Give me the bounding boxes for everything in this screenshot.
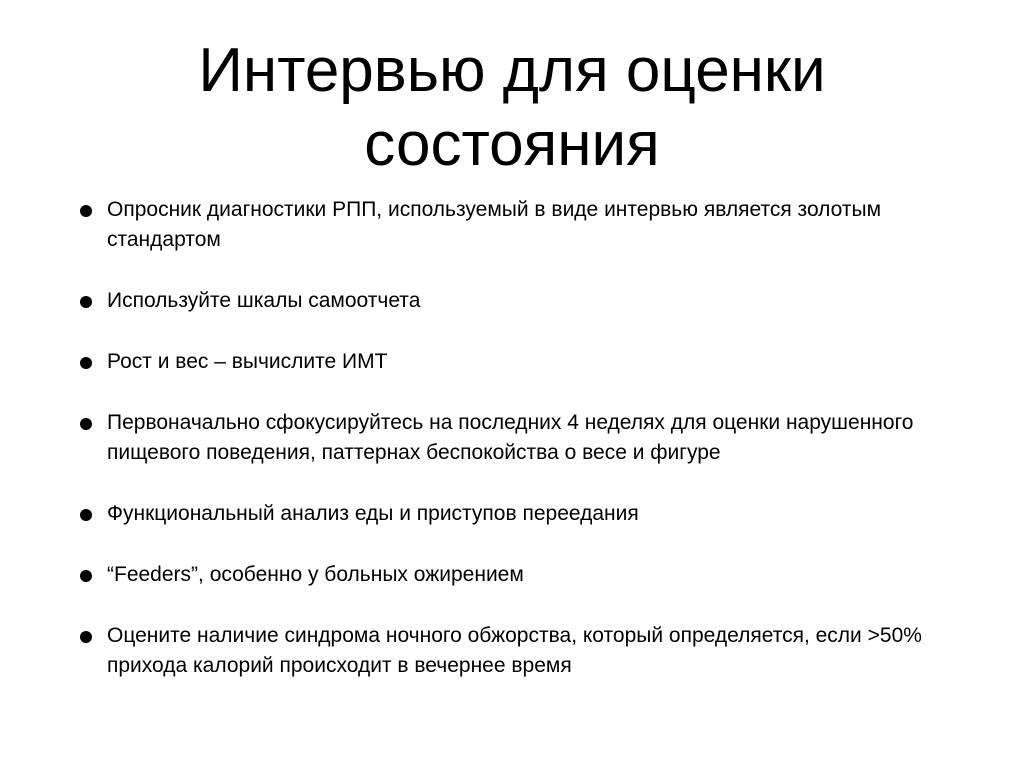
slide-title-line-1: Интервью для оценки xyxy=(198,36,826,105)
bullet-text: Первоначально сфокусируйтесь на последних 4 неделях для оценки нарушенного пищевого поведения, паттернах беспокойства о весе и фигуре xyxy=(107,411,914,464)
bullet-text: “Feeders”, особенно у больных ожирением xyxy=(107,563,524,586)
bullet-dot-icon xyxy=(80,296,92,308)
bullet-item xyxy=(80,560,960,590)
bullet-dot-icon xyxy=(80,570,92,582)
bullet-dot-icon xyxy=(80,631,92,643)
bullet-text: Функциональный анализ еды и приступов переедания xyxy=(107,502,639,525)
bullet-item xyxy=(80,408,960,468)
bullet-item xyxy=(80,621,960,681)
bullet-dot-icon xyxy=(80,509,92,521)
bullet-text: Опросник диагностики РПП, используемый в виде интервью является золотым стандартом xyxy=(107,198,882,251)
bullet-list xyxy=(80,195,960,712)
slide-title xyxy=(60,34,964,182)
bullet-dot-icon xyxy=(80,418,92,430)
bullet-item xyxy=(80,347,960,377)
slide-title-line-2: состояния xyxy=(364,110,660,179)
bullet-text: Рост и вес – вычислите ИМТ xyxy=(107,350,388,373)
bullet-text: Используйте шкалы самоотчета xyxy=(107,289,421,312)
bullet-item xyxy=(80,195,960,255)
bullet-text: Оцените наличие синдрома ночного обжорства, который определяется, если >50% прихода калорий происходит в вечернее время xyxy=(107,624,922,677)
bullet-item xyxy=(80,286,960,316)
bullet-dot-icon xyxy=(80,205,92,217)
bullet-item xyxy=(80,499,960,529)
bullet-dot-icon xyxy=(80,357,92,369)
